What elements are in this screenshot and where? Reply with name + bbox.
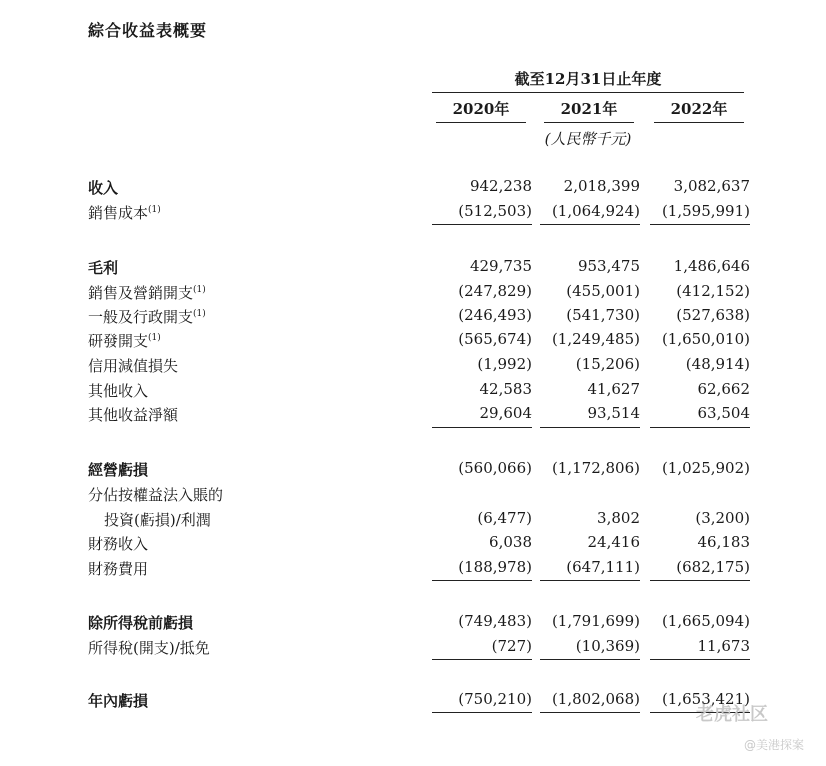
cell-investment-result-2021: 3,802 — [597, 509, 640, 527]
period-header: 截至12月31日止年度 — [432, 68, 744, 93]
cell-cost-of-sales-2022: (1,595,991) — [661, 202, 750, 220]
footnote-marker: (1) — [193, 285, 206, 295]
row-label-investment-result: 投資(虧損)/利潤 — [104, 511, 211, 529]
cell-finance-income-2020: 6,038 — [489, 533, 532, 551]
row-label-operating-loss: 經營虧損 — [88, 461, 149, 479]
cell-operating-loss-2022: (1,025,902) — [661, 459, 750, 477]
cell-other-gains-2022: 63,504 — [697, 404, 750, 422]
row-label-other-gains: 其他收益淨額 — [88, 406, 179, 424]
cell-other-income-2022: 62,662 — [697, 380, 750, 398]
row-label-credit-impairment: 信用減值損失 — [88, 357, 179, 375]
footnote-marker: (1) — [148, 333, 161, 343]
cell-selling-expenses-2021: (455,001) — [566, 282, 640, 300]
unit-label: (人民幣千元) — [544, 130, 632, 148]
cell-selling-expenses-2020: (247,829) — [458, 282, 532, 300]
subtotal-rule — [650, 224, 750, 225]
section-title: 綜合收益表概要 — [88, 21, 208, 40]
cell-finance-income-2021: 24,416 — [587, 533, 640, 551]
cell-other-income-2021: 41,627 — [587, 380, 640, 398]
footnote-marker: (1) — [148, 205, 161, 215]
cell-other-gains-2021: 93,514 — [587, 404, 640, 422]
row-label-finance-income: 財務收入 — [88, 535, 149, 553]
cell-rd-expenses-2021: (1,249,485) — [551, 330, 640, 348]
subtotal-rule — [432, 659, 532, 660]
subtotal-rule — [432, 224, 532, 225]
cell-loss-for-year-2021: (1,802,068) — [551, 690, 640, 708]
row-label-loss-for-year: 年內虧損 — [88, 692, 149, 710]
cell-credit-impairment-2020: (1,992) — [477, 355, 532, 373]
cell-operating-loss-2021: (1,172,806) — [551, 459, 640, 477]
cell-gross-profit-2021: 953,475 — [577, 257, 640, 275]
cell-income-tax-2022: 11,673 — [697, 637, 750, 655]
cell-rd-expenses-2020: (565,674) — [458, 330, 532, 348]
watermark-brand: 老虎社区 — [696, 704, 768, 725]
cell-rd-expenses-2022: (1,650,010) — [661, 330, 750, 348]
cell-other-income-2020: 42,583 — [479, 380, 532, 398]
row-label-selling-expenses: 銷售及營銷開支$^{(1)}$ — [88, 284, 206, 302]
cell-revenue-2020: 942,238 — [469, 177, 532, 195]
cell-other-gains-2020: 29,604 — [479, 404, 532, 422]
cell-finance-costs-2020: (188,978) — [458, 558, 532, 576]
total-rule — [540, 712, 640, 713]
cell-cost-of-sales-2021: (1,064,924) — [551, 202, 640, 220]
cell-investment-result-2022: (3,200) — [695, 509, 750, 527]
cell-gross-profit-2020: 429,735 — [469, 257, 532, 275]
subtotal-rule — [432, 427, 532, 428]
cell-admin-expenses-2022: (527,638) — [676, 306, 750, 324]
row-label-income-tax: 所得稅(開支)/抵免 — [88, 639, 210, 657]
cell-cost-of-sales-2020: (512,503) — [458, 202, 532, 220]
cell-finance-costs-2022: (682,175) — [676, 558, 750, 576]
subtotal-rule — [540, 224, 640, 225]
cell-admin-expenses-2021: (541,730) — [566, 306, 640, 324]
cell-credit-impairment-2021: (15,206) — [575, 355, 640, 373]
year-header-2020: 2020年 — [436, 98, 526, 123]
cell-revenue-2022: 3,082,637 — [673, 177, 750, 195]
cell-investment-result-2020: (6,477) — [477, 509, 532, 527]
row-label-equity-share: 分佔按權益法入賬的 — [88, 486, 224, 504]
total-rule — [432, 712, 532, 713]
subtotal-rule — [650, 580, 750, 581]
subtotal-rule — [650, 427, 750, 428]
footnote-marker: (1) — [193, 309, 206, 319]
row-label-finance-costs: 財務費用 — [88, 560, 149, 578]
row-label-loss-before-tax: 除所得稅前虧損 — [88, 614, 194, 632]
subtotal-rule — [540, 580, 640, 581]
row-label-cost-of-sales: 銷售成本$^{(1)}$ — [88, 204, 161, 222]
cell-finance-costs-2021: (647,111) — [566, 558, 640, 576]
row-label-rd-expenses: 研發開支$^{(1)}$ — [88, 332, 161, 350]
cell-loss-for-year-2022: (1,653,421) — [661, 690, 750, 708]
row-label-revenue: 收入 — [88, 179, 119, 197]
cell-operating-loss-2020: (560,066) — [458, 459, 532, 477]
cell-admin-expenses-2020: (246,493) — [458, 306, 532, 324]
cell-revenue-2021: 2,018,399 — [563, 177, 640, 195]
cell-loss-before-tax-2022: (1,665,094) — [661, 612, 750, 630]
subtotal-rule — [650, 659, 750, 660]
cell-income-tax-2021: (10,369) — [575, 637, 640, 655]
row-label-gross-profit: 毛利 — [88, 259, 119, 277]
watermark-handle: @美港探案 — [744, 738, 805, 752]
cell-loss-for-year-2020: (750,210) — [458, 690, 532, 708]
cell-income-tax-2020: (727) — [491, 637, 532, 655]
cell-gross-profit-2022: 1,486,646 — [673, 257, 750, 275]
cell-finance-income-2022: 46,183 — [697, 533, 750, 551]
year-header-2021: 2021年 — [544, 98, 634, 123]
row-label-other-income: 其他收入 — [88, 382, 149, 400]
subtotal-rule — [540, 427, 640, 428]
subtotal-rule — [432, 580, 532, 581]
row-label-admin-expenses: 一般及行政開支$^{(1)}$ — [88, 308, 206, 326]
cell-credit-impairment-2022: (48,914) — [685, 355, 750, 373]
cell-loss-before-tax-2020: (749,483) — [458, 612, 532, 630]
cell-loss-before-tax-2021: (1,791,699) — [551, 612, 640, 630]
cell-selling-expenses-2022: (412,152) — [676, 282, 750, 300]
year-header-2022: 2022年 — [654, 98, 744, 123]
subtotal-rule — [540, 659, 640, 660]
